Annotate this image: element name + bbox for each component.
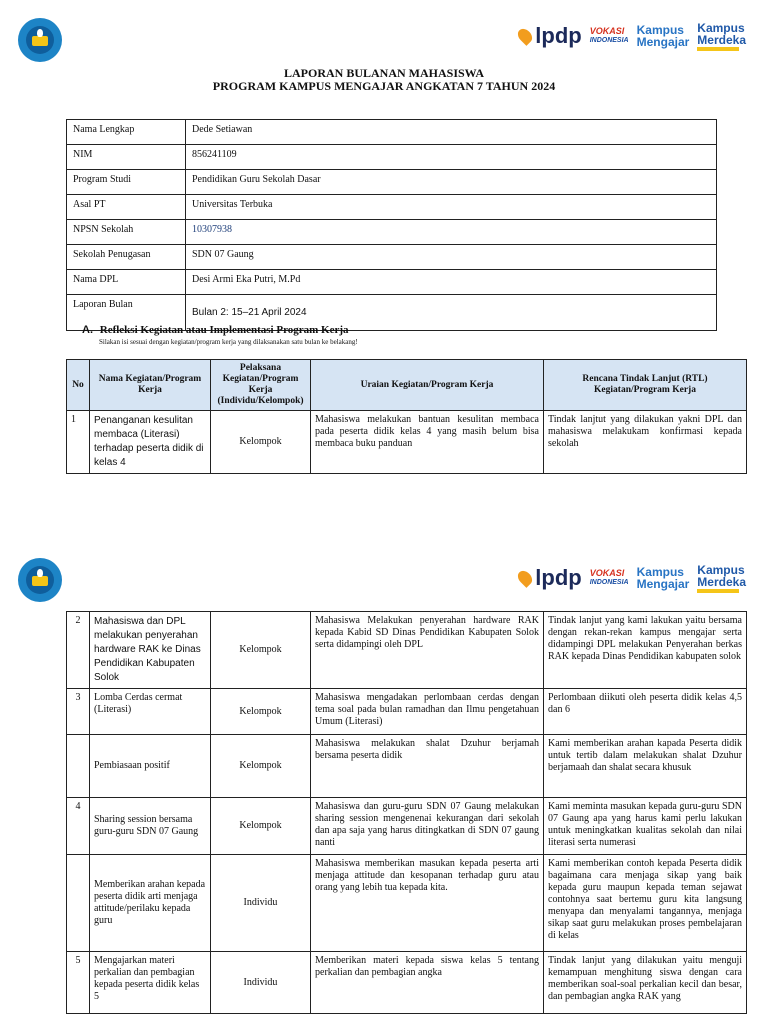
cell-pelaksana: Individu bbox=[211, 855, 311, 952]
lpdp-logo: lpdp bbox=[519, 565, 581, 591]
cell-no: 3 bbox=[67, 689, 90, 735]
info-value: 10307938 bbox=[186, 220, 717, 245]
cell-rtl: Kami memberikan arahan kapada Peserta didik untuk tertib dalam melakukan shalat Dzuhur berjamaah dan shalat secara khusuk bbox=[544, 735, 747, 798]
info-row bbox=[67, 145, 717, 170]
cell-uraian: Mahasiswa dan guru-guru SDN 07 Gaung melakukan sharing session mengenenai kekurangan dari sekolah dan apa saja yang harus ditingkatkan di SDN 07 gaung nanti bbox=[311, 798, 544, 855]
section-subtitle: Silakan isi sesuai dengan kegiatan/program kerja yang dilaksanakan satu bulan ke belakang! bbox=[99, 338, 358, 346]
cell-pelaksana: Individu bbox=[211, 952, 311, 1014]
table-row bbox=[67, 411, 747, 474]
section-letter: A. bbox=[82, 324, 93, 336]
info-value: Universitas Terbuka bbox=[186, 195, 717, 220]
info-label: NIM bbox=[67, 145, 186, 170]
kampus-mengajar-logo: Kampus Mengajar bbox=[636, 23, 690, 49]
cell-rtl: Tindak lanjut yang kami lakukan yaitu bersama dengan rekan-rekan kampus mengajar serta didampingi DPL melakukan Penyerahan berkas RAK kepada Dinas Pendidikan kabupaten solok bbox=[544, 612, 747, 689]
info-label: Nama Lengkap bbox=[67, 120, 186, 145]
cell-no: 2 bbox=[67, 612, 90, 689]
partner-logos bbox=[519, 19, 746, 53]
cell-no bbox=[67, 855, 90, 952]
info-value: Bulan 2: 15–21 April 2024 bbox=[186, 295, 717, 331]
cell-rtl: Tindak lanjut yang dilakukan yaitu menguji kemampuan menghitung siswa dengan cara memberikan soal-soal perkalian kecil dan besar, dan pembagian angka RAK yang bbox=[544, 952, 747, 1014]
header-no: No bbox=[67, 360, 90, 411]
cell-rtl: Tindak lanjtut yang dilakukan yakni DPL dan mahasiswa melakukam konfirmasi kepada sekolah bbox=[544, 411, 747, 474]
info-value: SDN 07 Gaung bbox=[186, 245, 717, 270]
partner-logos bbox=[519, 561, 746, 595]
tut-wuri-handayani-logo bbox=[18, 18, 62, 62]
activity-table-page1 bbox=[66, 359, 747, 474]
header-uraian: Uraian Kegiatan/Program Kerja bbox=[311, 360, 544, 411]
report-title bbox=[0, 67, 768, 93]
info-row bbox=[67, 270, 717, 295]
cell-uraian: Memberikan materi kepada siswa kelas 5 tentang perkalian dan pembagian angka bbox=[311, 952, 544, 1014]
info-value: Dede Setiawan bbox=[186, 120, 717, 145]
table-row bbox=[67, 855, 747, 952]
cell-uraian: Mahasiswa Melakukan penyerahan hardware RAK kepada Kabid SD Dinas Pendidikan Kabupaten Solok serta didampingi oleh DPL bbox=[311, 612, 544, 689]
cell-nama: Pembiasaan positif bbox=[90, 735, 211, 798]
header-rtl: Rencana Tindak Lanjut (RTL) Kegiatan/Program Kerja bbox=[544, 360, 747, 411]
header-pelaksana: Pelaksana Kegiatan/Program Kerja (Individu/Kelompok) bbox=[211, 360, 311, 411]
table-row bbox=[67, 952, 747, 1014]
cell-pelaksana: Kelompok bbox=[211, 798, 311, 855]
kampus-merdeka-logo: Kampus Merdeka bbox=[697, 22, 746, 51]
cell-no: 4 bbox=[67, 798, 90, 855]
info-label: NPSN Sekolah bbox=[67, 220, 186, 245]
info-value: Desi Armi Eka Putri, M.Pd bbox=[186, 270, 717, 295]
tut-wuri-handayani-logo bbox=[18, 558, 62, 602]
cell-pelaksana: Kelompok bbox=[211, 612, 311, 689]
report-title-line1: LAPORAN BULANAN MAHASISWA bbox=[283, 66, 484, 80]
cell-rtl: Kami memberikan contoh kepada Peserta didik bagaimana cara menjaga sikap yang baik kepada guru maupun kepada teman sejawat contohnya saat bertemu guru kita langsung menyapa dan menyalami tangannya, menjaga sikap saat guru melakukan proses pembelajaran di kelas bbox=[544, 855, 747, 952]
section-title: Refleksi Kegiatan atau Implementasi Program Kerja bbox=[99, 324, 349, 336]
vokasi-logo: VOKASI INDONESIA bbox=[589, 26, 629, 44]
info-row bbox=[67, 195, 717, 220]
cell-rtl: Kami meminta masukan kepada guru-guru SDN 07 Gaung apa yang harus kami perlu lakukan untuk meningkatkan kualitas sekolah dan nilai literasi serta numerasi bbox=[544, 798, 747, 855]
info-value: Pendidikan Guru Sekolah Dasar bbox=[186, 170, 717, 195]
cell-uraian: Mahasiswa melakukan bantuan kesulitan membaca pada peserta didik kelas 4 yang masih belum bisa membaca buku panduan bbox=[311, 411, 544, 474]
info-row bbox=[67, 245, 717, 270]
kampus-merdeka-logo: Kampus Merdeka bbox=[697, 564, 746, 593]
info-label: Laporan Bulan bbox=[67, 295, 186, 331]
table-row bbox=[67, 798, 747, 855]
section-heading bbox=[82, 324, 349, 336]
cell-no: 1 bbox=[67, 411, 90, 474]
cell-rtl: Perlombaan diikuti oleh peserta didik kelas 4,5 dan 6 bbox=[544, 689, 747, 735]
info-row bbox=[67, 220, 717, 245]
info-value: 856241109 bbox=[186, 145, 717, 170]
lpdp-logo: lpdp bbox=[519, 23, 581, 49]
cell-nama: Memberikan arahan kepada peserta didik arti menjaga attitude/perilaku kepada guru bbox=[90, 855, 211, 952]
info-label: Program Studi bbox=[67, 170, 186, 195]
cell-uraian: Mahasiswa melakukan shalat Dzuhur berjamah bersama peserta didik bbox=[311, 735, 544, 798]
cell-nama: Mahasiswa dan DPL melakukan penyerahan hardware RAK ke Dinas Pendidikan Kabupaten Solok bbox=[90, 612, 211, 689]
info-row bbox=[67, 170, 717, 195]
cell-no: 5 bbox=[67, 952, 90, 1014]
info-label: Nama DPL bbox=[67, 270, 186, 295]
cell-pelaksana: Kelompok bbox=[211, 689, 311, 735]
cell-pelaksana: Kelompok bbox=[211, 411, 311, 474]
cell-no bbox=[67, 735, 90, 798]
report-title-line2: PROGRAM KAMPUS MENGAJAR ANGKATAN 7 TAHUN 2024 bbox=[212, 79, 556, 93]
cell-uraian: Mahasiswa memberikan masukan kepada peserta arti menjaga attitude dan kesopanan terhadap guru atau orang yang lebih tua kepada kita. bbox=[311, 855, 544, 952]
cell-nama: Sharing session bersama guru-guru SDN 07 Gaung bbox=[90, 798, 211, 855]
cell-nama: Lomba Cerdas cermat (Literasi) bbox=[90, 689, 211, 735]
table-row bbox=[67, 735, 747, 798]
header-nama: Nama Kegiatan/Program Kerja bbox=[90, 360, 211, 411]
kampus-mengajar-logo: Kampus Mengajar bbox=[636, 565, 690, 591]
table-row bbox=[67, 612, 747, 689]
activity-table-page2 bbox=[66, 611, 747, 1014]
identity-table bbox=[66, 119, 717, 331]
info-label: Asal PT bbox=[67, 195, 186, 220]
table-row bbox=[67, 689, 747, 735]
cell-pelaksana: Kelompok bbox=[211, 735, 311, 798]
info-label: Sekolah Penugasan bbox=[67, 245, 186, 270]
vokasi-logo: VOKASI INDONESIA bbox=[589, 568, 629, 586]
cell-nama: Penanganan kesulitan membaca (Literasi) terhadap peserta didik di kelas 4 bbox=[90, 411, 211, 474]
cell-nama: Mengajarkan materi perkalian dan pembagian kepada peserta didik kelas 5 bbox=[90, 952, 211, 1014]
table-header-row bbox=[67, 360, 747, 411]
cell-uraian: Mahasiswa mengadakan perlombaan cerdas dengan tema soal pada bulan ramadhan dan Ilmu pengetahuan Umum (Literasi) bbox=[311, 689, 544, 735]
info-row bbox=[67, 120, 717, 145]
